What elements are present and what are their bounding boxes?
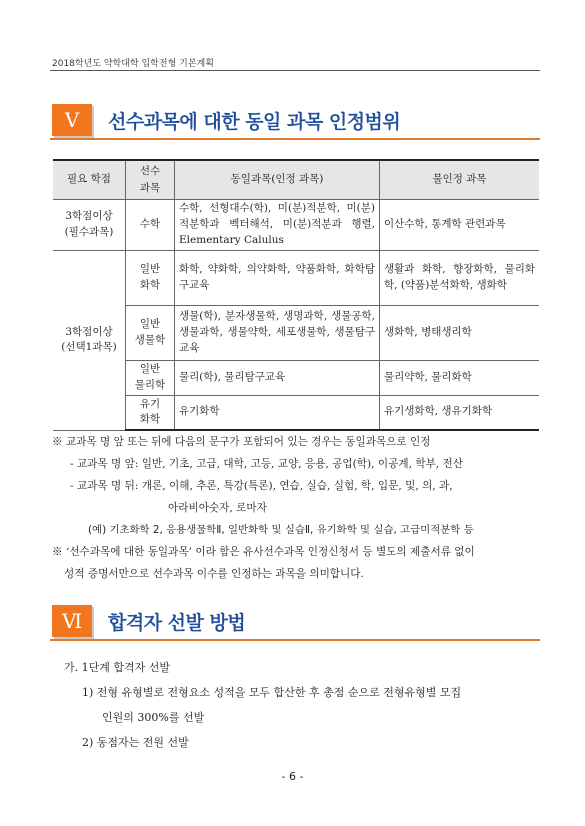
section-5-title: 선수과목에 대한 동일 과목 인정범위 — [108, 111, 401, 133]
table-row — [53, 395, 539, 430]
running-header: 2018학년도 약학대학 입학전형 기본계획 — [52, 59, 214, 69]
notes-block — [52, 431, 542, 585]
not-course-cell: 유기생화학, 생유기화학 — [380, 395, 540, 430]
section-6-rule — [50, 639, 540, 641]
same-course-cell: 물리(학), 물리탐구교육 — [175, 361, 380, 396]
note-line: 아라비아숫자, 로마자 — [168, 502, 267, 514]
table-row — [53, 200, 539, 251]
col-header-credit: 필요 학점 — [53, 160, 126, 200]
same-course-cell: 화학, 약화학, 의약화학, 약품화학, 화학탐구교육 — [175, 251, 380, 306]
body-line: 인원의 300%를 선발 — [102, 711, 205, 724]
section-5-rule — [50, 138, 540, 140]
table-row — [53, 361, 539, 396]
body-line: 2) 동점자는 전원 선발 — [82, 736, 189, 749]
credit-cell: 3학점이상 (선택1과목) — [53, 251, 126, 431]
col-header-not: 불인정 과목 — [380, 160, 540, 200]
subheading: 가. 1단계 합격자 선발 — [64, 661, 170, 674]
page-number: - 6 - — [281, 770, 304, 783]
course-cell: 일반 물리학 — [126, 361, 175, 396]
equivalent-course-table — [53, 159, 539, 431]
example-line: (예) 기초화학 2, 응용생물학Ⅱ, 일반화학 및 실습Ⅱ, 유기화학 및 실습, 고급미적분학 등 — [88, 524, 474, 536]
note-line: ※ 교과목 명 앞 또는 뒤에 다음의 문구가 포함되어 있는 경우는 동일과목으로 인정 — [52, 436, 431, 448]
not-course-cell: 물리약학, 물리화학 — [380, 361, 540, 396]
not-course-cell: 이산수학, 통계학 관련과목 — [380, 200, 540, 251]
header-rule — [50, 70, 540, 71]
credit-cell: 3학점이상 (필수과목) — [53, 200, 126, 251]
section-5-number: Ⅴ — [52, 104, 92, 136]
body-line: 1) 전형 유형별로 전형요소 성적을 모두 합산한 후 총점 순으로 전형유형별 모집 — [82, 686, 462, 699]
note-line: - 교과목 명 뒤: 개론, 이해, 추론, 특강(특론), 연습, 실습, 실험, 학, 입문, 및, 의, 과, — [70, 480, 453, 492]
same-course-cell: 수학, 선형대수(학), 미(분)적분학, 미(분)적분학과 벡터해석, 미(분)적분과 행렬, Elementary Calulus — [175, 200, 380, 251]
col-header-same: 동일과목(인정 과목) — [175, 160, 380, 200]
section-6-title: 합격자 선발 방법 — [108, 612, 246, 634]
table-row — [53, 306, 539, 361]
not-course-cell: 생화학, 병태생리학 — [380, 306, 540, 361]
col-header-course: 선수 과목 — [126, 160, 175, 200]
note-line: ※ ‘선수과목에 대한 동일과목’ 이라 함은 유사선수과목 인정신청서 등 별도의 제출서류 없이 — [52, 546, 475, 558]
table-header-row — [53, 160, 539, 200]
course-cell: 수학 — [126, 200, 175, 251]
not-course-cell: 생활과 화학, 향장화학, 물리화학, (약품)분석화학, 생화학 — [380, 251, 540, 306]
same-course-cell: 유기화학 — [175, 395, 380, 430]
note-line: 성적 증명서만으로 선수과목 이수를 인정하는 과목을 의미합니다. — [64, 568, 364, 580]
section-6-body — [52, 655, 542, 755]
table-row — [53, 251, 539, 306]
same-course-cell: 생물(학), 분자생물학, 생명과학, 생물공학, 생물과학, 생물약학, 세포생물학, 생물탐구교육 — [175, 306, 380, 361]
note-line: - 교과목 명 앞: 일반, 기초, 고급, 대학, 고등, 교양, 응용, 공업(학), 이공계, 학부, 전산 — [70, 458, 464, 470]
course-cell: 유기 화학 — [126, 395, 175, 430]
course-cell: 일반 생물학 — [126, 306, 175, 361]
section-6-number: Ⅵ — [52, 605, 92, 637]
course-cell: 일반 화학 — [126, 251, 175, 306]
